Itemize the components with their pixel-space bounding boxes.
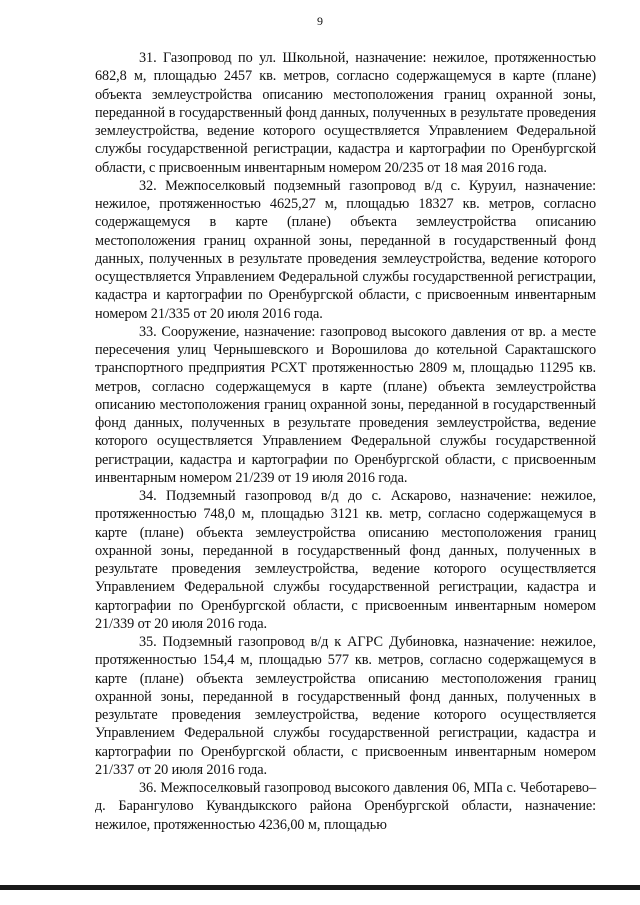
paragraph-item-32: 32. Межпоселковый подземный газопровод в/д с. Куруил, назначение: нежилое, протяженностью 4625,27 м, площадью 18327 кв. метров, согласно содержащемуся в карте (плане) объекта землеустройства описанию местоположения границ охранной зоны, переданной в государственный фонд данных, полученных в результате проведения землеустройства, ведение которого осуществляется Управлением Федеральной службы государственной регистрации, кадастра и картографии по Оренбургской области, с присвоенным инвентарным номером 21/335 от 20 июля 2016 года. xyxy=(95,177,596,322)
bottom-divider xyxy=(0,885,640,890)
page-number: 9 xyxy=(317,14,323,28)
paragraph-item-36: 36. Межпоселковый газопровод высокого давления 06, МПа с. Чеботарево–д. Барангулово Кувандыкского района Оренбургской области, назначение: нежилое, протяженностью 4236,00 м, площадью xyxy=(95,780,596,833)
paragraph-item-31: 31. Газопровод по ул. Школьной, назначение: нежилое, протяженностью 682,8 м, площадью 2457 кв. метров, согласно содержащемуся в карте (плане) объекта землеустройства описанию местоположения границ охранной зоны, переданной в государственный фонд данных, полученных в результате проведения землеустройства, ведение которого осуществляется Управлением Федеральной службы государственной регистрации, кадастра и картографии по Оренбургской области, с присвоенным инвентарным номером 20/235 от 18 мая 2016 года. xyxy=(95,50,596,176)
paragraph-item-34: 34. Подземный газопровод в/д до с. Аскарово, назначение: нежилое, протяженностью 748,0 м, площадью 3121 кв. метр, согласно содержащемуся в карте (плане) объекта землеустройства описанию местоположения границ охранной зоны, переданной в государственный фонд данных, полученных в результате проведения землеустройства, ведение которого осуществляется Управлением Федеральной службы государственной регистрации, кадастра и картографии по Оренбургской области, с присвоенным инвентарным номером 21/339 от 20 июля 2016 года. xyxy=(95,488,596,632)
paragraph-item-33: 33. Сооружение, назначение: газопровод высокого давления от вр. а месте пересечения улиц Чернышевского и Ворошилова до котельной Саракташского транспортного предприятия РСХТ протяженностью 2809 м, площадью 11295 кв. метров, согласно содержащемуся в карте (плане) объекта землеустройства описанию местоположения границ охранной зоны, переданной в государственный фонд данных, полученных в результате проведения землеустройства, ведение которого осуществляется Управлением Федеральной службы государственной регистрации, кадастра и картографии по Оренбургской области, с присвоенным инвентарным номером 21/239 от 19 июля 2016 года. xyxy=(95,323,596,486)
paragraph-item-35: 35. Подземный газопровод в/д к АГРС Дубиновка, назначение: нежилое, протяженностью 154,4 м, площадью 577 кв. метров, согласно содержащемуся в карте (плане) объекта землеустройства описанию местоположения границ охранной зоны, переданной в государственный фонд данных, полученных в результате проведения землеустройства, ведение которого осуществляется Управлением Федеральной службы государственной регистрации, кадастра и картографии по Оренбургской области, с присвоенным инвентарным номером 21/337 от 20 июля 2016 года. xyxy=(95,634,596,778)
document-body xyxy=(95,49,596,834)
